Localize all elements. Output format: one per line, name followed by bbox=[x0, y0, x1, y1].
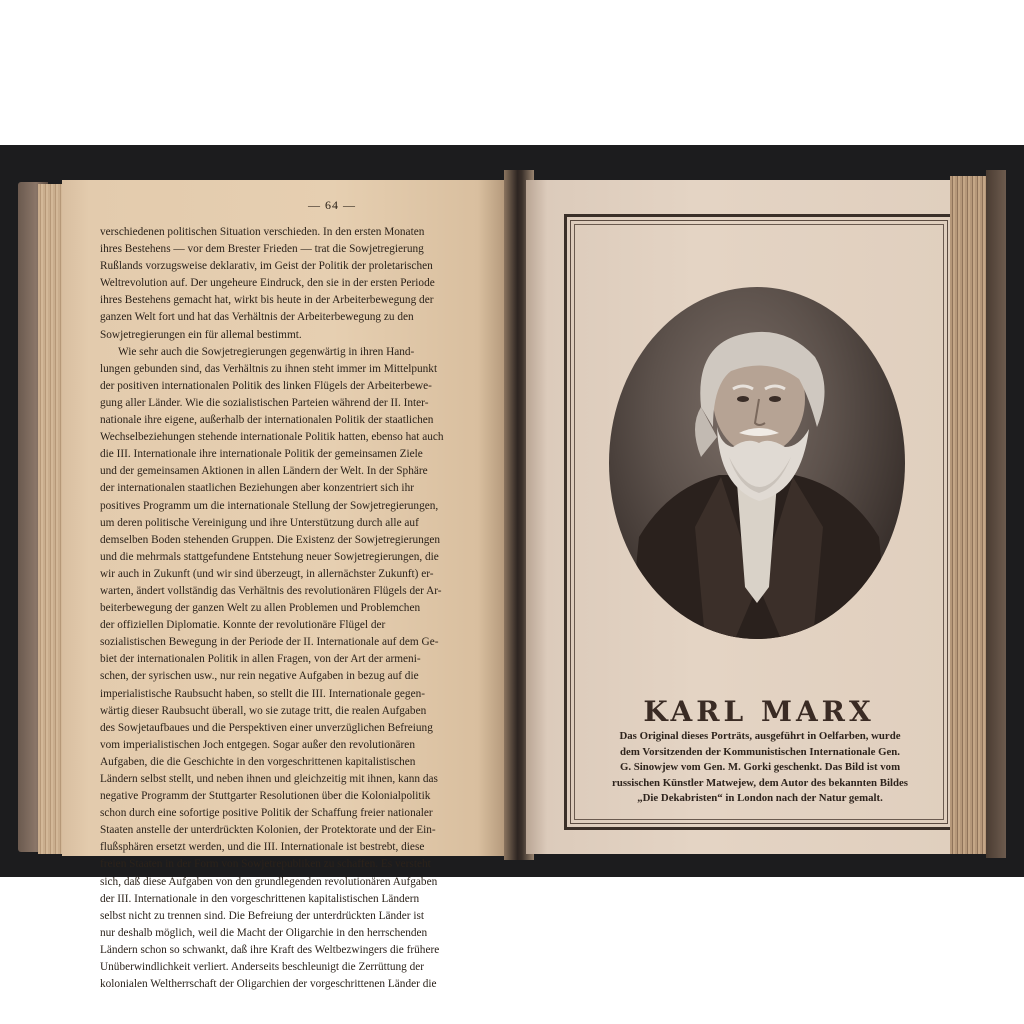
text-line: demselben Boden stehenden Gruppen. Die Existenz der Sowjetregierungen bbox=[100, 533, 441, 546]
text-line: gung aller Länder. Wie die sozialistischen Parteien während der II. Inter- bbox=[100, 396, 429, 409]
caption-line: dem Vorsitzenden der Kommunistischen Internationale Gen. bbox=[620, 745, 900, 758]
book-cover-right bbox=[986, 170, 1006, 858]
text-line: Wie sehr auch die Sowjetregierungen gegenwärtig in ihren Hand- bbox=[118, 345, 415, 358]
text-line: biet der internationalen Politik in allen Fragen, von der Art der armeni- bbox=[100, 653, 421, 666]
text-line: schen, der syrischen usw., nur rein negative Aufgaben in bezug auf die bbox=[100, 670, 419, 683]
text-line: ihres Bestehens — vor dem Brester Frieden — trat die Sowjetregierung bbox=[100, 243, 424, 256]
text-line: und der gemeinsamen Aktionen in allen Ländern der Welt. In der Sphäre bbox=[100, 465, 428, 478]
text-line: schon durch eine sofortige positive Politik der Schaffung freier nationaler bbox=[100, 807, 433, 820]
right-page bbox=[526, 180, 954, 854]
text-line: Wechselbeziehungen stehende internationale Politik hatten, ebenso hat auch bbox=[100, 431, 444, 444]
portrait-title: KARL MARX bbox=[643, 695, 875, 728]
portrait-image bbox=[609, 287, 905, 639]
text-line: Weltrevolution auf. Der ungeheure Eindruck, den sie in der ersten Periode bbox=[100, 277, 435, 290]
text-line: des Sowjetaufbaues und die Perspektiven einer unverzüglichen Befreiung bbox=[100, 721, 433, 734]
text-line: freien Staaten in der Form von Sowjetrepubliken zu schaffen. Es versteht bbox=[100, 858, 431, 871]
text-line: der internationalen staatlichen Beziehungen aber konzentriert sich ihr bbox=[100, 482, 414, 495]
text-line: wärtig dieser Raubsucht überall, wo sie zutage tritt, die realen Aufgaben bbox=[100, 704, 427, 717]
text-line: sich, daß diese Aufgaben von den grundlegenden revolutionären Aufgaben bbox=[100, 875, 438, 888]
text-line: sozialistischen Bewegung in der Periode der II. Internationale auf dem Ge- bbox=[100, 636, 439, 649]
text-line: Ländern schon so schwankt, daß ihre Kraft des Weltbezwingers die frühere bbox=[100, 943, 440, 956]
text-line: beiterbewegung der ganzen Welt zu allen Problemen und Problemchen bbox=[100, 602, 421, 615]
open-book bbox=[18, 170, 1008, 991]
text-line: imperialistische Raubsucht haben, so stellt die III. Internationale gegen- bbox=[100, 687, 425, 700]
text-line: nur deshalb möglich, weil die Macht der Oligarchie in den herrschenden bbox=[100, 926, 428, 939]
text-line: ihres Bestehens gemacht hat, wirkt bis heute in der Arbeiterbewegung der bbox=[100, 294, 434, 307]
text-line: positives Programm um die internationale Stellung der Sowjetregierungen, bbox=[100, 499, 439, 512]
text-line: Staaten anstelle der unterdrückten Kolonien, der Protektorate und der Ein- bbox=[100, 824, 436, 837]
text-line: negative Programm der Stuttgarter Resolutionen über die Kolonialpolitik bbox=[100, 790, 431, 803]
text-line: lungen gebunden sind, das Verhältnis zu ihnen steht immer im Mittelpunkt bbox=[100, 362, 438, 375]
text-line: selbst nicht zu trennen sind. Die Befreiung der unterdrückten Länder ist bbox=[100, 909, 425, 922]
text-line: der positiven internationalen Politik des linken Flügels der Arbeiterbewe- bbox=[100, 379, 432, 392]
text-line: Ländern selbst stellt, und neben ihnen und gleichzeitig mit ihnen, kann das bbox=[100, 773, 438, 785]
text-line: kolonialen Weltherrschaft der Oligarchien der vorgeschrittenen Länder die bbox=[100, 978, 437, 991]
text-line: warten, ändert vollständig das Verhältnis des revolutionären Flügels der Ar- bbox=[100, 584, 442, 597]
decorative-frame bbox=[564, 214, 954, 830]
caption-line: „Die Dekabristen“ in London nach der Natur gemalt. bbox=[637, 792, 883, 805]
text-line: um deren politische Vereinigung und ihre Unterstützung durch alle auf bbox=[100, 516, 419, 529]
text-line: und die mehrmals stattgefundene Entstehung neuer Sowjetregierungen, die bbox=[100, 550, 439, 563]
text-line: die III. Internationale ihre internationale Politik der gemeinsamen Ziele bbox=[100, 448, 423, 461]
portrait-caption bbox=[585, 729, 935, 807]
caption-line: G. Sinowjew vom Gen. M. Gorki geschenkt. Das Bild ist vom bbox=[619, 761, 901, 774]
text-line: vom imperialistischen Joch entgegen. Sogar außer den revolutionären bbox=[100, 738, 415, 751]
caption-line: Das Original dieses Porträts, ausgeführt in Oelfarben, wurde bbox=[619, 730, 901, 742]
text-line: flußsphären ersetzt werden, und die III. Internationale ist bestrebt, diese bbox=[100, 841, 425, 854]
text-line: der III. Internationale in den vorgeschrittenen kapitalistischen Ländern bbox=[100, 892, 420, 905]
portrait-drawing bbox=[609, 287, 905, 639]
body-text bbox=[100, 224, 498, 993]
text-line: Rußlands vorzugsweise deklarativ, im Geist der Politik der proletarischen bbox=[100, 260, 433, 273]
left-page bbox=[62, 180, 514, 991]
text-line: verschiedenen politischen Situation verschieden. In den ersten Monaten bbox=[100, 226, 425, 238]
text-line: wir auch in Zukunft (und wir sind überzeugt, in allernächster Zukunft) er- bbox=[100, 567, 434, 580]
text-line: Sowjetregierungen ein für allemal bestimmt. bbox=[100, 328, 302, 341]
caption-line: russischen Künstler Matwejew, dem Autor des bekannten Bildes bbox=[612, 776, 908, 789]
text-line: der offiziellen Diplomatie. Konnte der revolutionäre Flügel der bbox=[100, 619, 386, 632]
text-line: ganzen Welt fort und hat das Verhältnis der Arbeiterbewegung zu den bbox=[100, 311, 414, 324]
text-line: Aufgaben, die die Geschichte in den vorgeschrittenen kapitalistischen bbox=[100, 755, 416, 768]
page-number: — 64 — bbox=[308, 198, 356, 212]
text-line: nationale ihre eigene, außerhalb der internationalen Politik der staatlichen bbox=[100, 414, 434, 427]
text-line: Unüberwindlichkeit verliert. Anderseits beschleunigt die Zerrüttung der bbox=[100, 961, 425, 974]
